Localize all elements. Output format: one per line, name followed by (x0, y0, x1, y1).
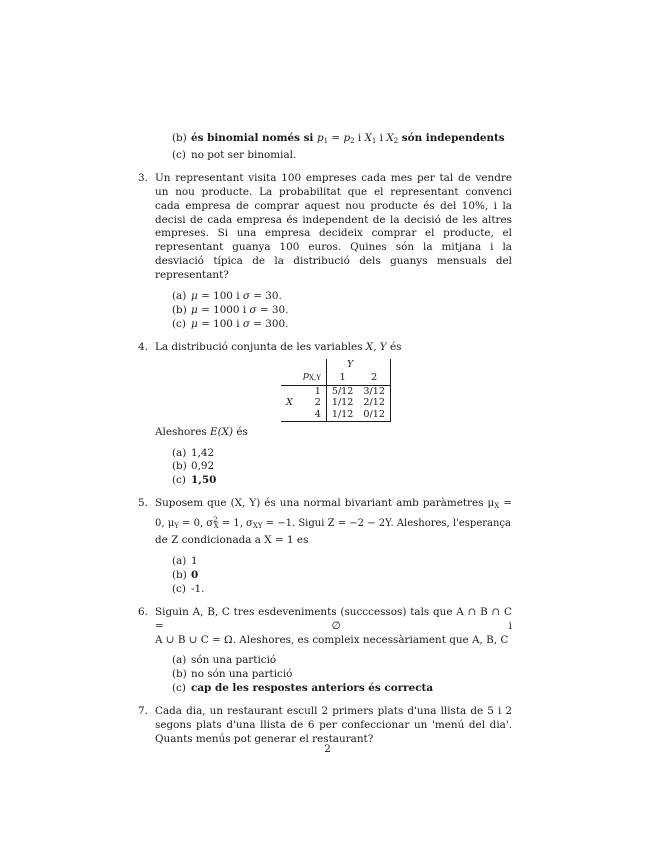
option-a: (a) són una partició (172, 654, 277, 667)
option-c: (c) -1. (172, 582, 205, 595)
option-a: (a) μ = 100 i σ = 30. (172, 290, 282, 303)
question-number: 3. (138, 171, 148, 184)
option-b: (b) 0 (172, 568, 199, 581)
option-c: (c) cap de les respostes anteriors és correcta (172, 682, 434, 695)
question-4-after: Aleshores E(X) és (155, 425, 248, 438)
question-7 (138, 705, 512, 747)
question-text: Un representant visita 100 empreses cada mes per tal de vendre un nou producte. La probabilitat que el representant convenci cada empresa de comprar aquest nou producte és del 10%, i la decisi de cada empresa és independent de la decisió de les altres empreses. Si una empresa decideix comprar el producte, el representant guanya 100 euros. Quines són la mitjana i la desviació típica de la distribució dels guanys mensuals del representant? (155, 171, 512, 282)
question-number: 4. (138, 340, 148, 353)
option-b: (b) 0,92 (172, 460, 215, 473)
question-number: 5. (138, 497, 148, 510)
option-b: (b) μ = 1000 i σ = 30. (172, 303, 289, 316)
exam-content (138, 132, 512, 747)
joint-distribution-table: Y $p_{X,Y}$ 1 2 1 5/12 3/12 X 2 1/12 2/12 4 1/12 0/12 (281, 359, 391, 422)
option-b: (b) no són una partició (172, 668, 293, 681)
question-number: 6. (138, 605, 148, 618)
page-number: 2 (324, 743, 331, 755)
option-c-cont: (c) no pot ser binomial. (172, 148, 297, 161)
option-b-cont: (b) és binomial només si $p_1 = p_2$ i $X_1$ i $X_2$ són independents (172, 132, 505, 145)
question-4: 4. La distribució conjunta de les variables X, Y és (138, 340, 402, 353)
option-c: (c) 1,50 (172, 474, 217, 487)
question-text: Cada dia, un restaurant escull 2 primers plats d'una llista de 5 i 2 segons plats d'una llista de 6 per confeccionar un 'menú del dia'. Quants menús pot generar el restaurant? (155, 705, 512, 745)
option-a: (a) 1,42 (172, 446, 215, 459)
question-5: 5. Suposem que (X, Y) és una normal bivariant amb paràmetres $\mu_X$ = 0, $\mu_Y = 0$, $\sigma^2_X = 1$, $\sigma_{XY} = -1$. Sigui Z = −2 − 2Y. Aleshores, l'esperança de Z condicionada a X = 1 es (138, 497, 512, 547)
option-c: (c) μ = 100 i σ = 300. (172, 317, 289, 330)
option-a: (a) 1 (172, 555, 198, 567)
question-3 (138, 171, 512, 283)
question-6: 6. Siguin A, B, C tres esdeveniments (succcessos) tals que A ∩ B ∩ C = ∅ i A ∪ B ∪ C = Ω. Aleshores, es compleix necessàriament que A, B, C (138, 605, 512, 646)
question-number: 7. (138, 705, 148, 718)
